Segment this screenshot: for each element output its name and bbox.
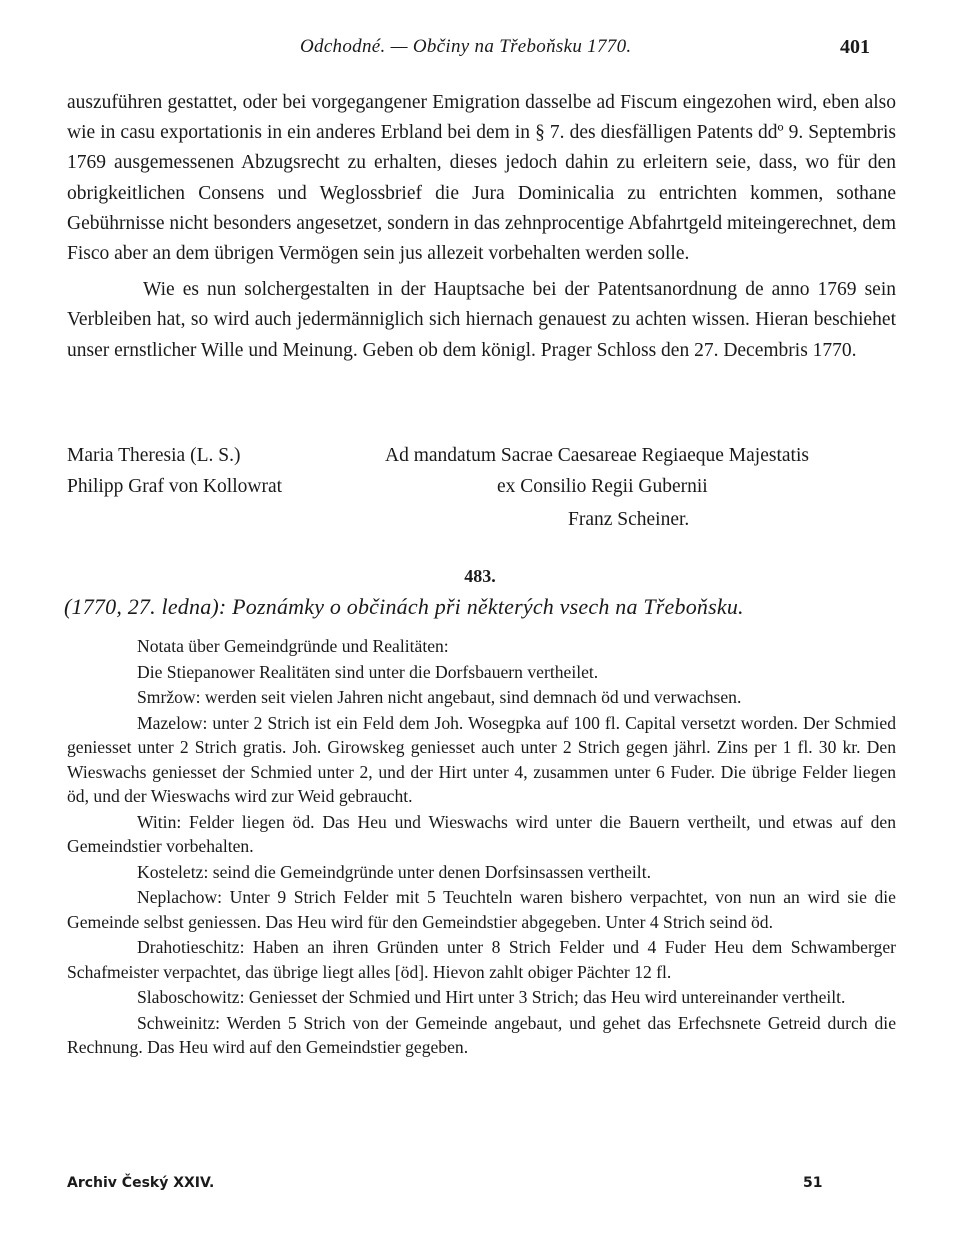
note-paragraph: Die Stiepanower Realitäten sind unter die Dorfsbauern vertheilet. (137, 661, 599, 682)
page-number: 401 (840, 36, 870, 58)
signature-right (385, 441, 809, 536)
notes-section (67, 634, 896, 1061)
running-title: Odchodné. — Občiny na Třeboňsku 1770. (300, 36, 632, 57)
page-footer (0, 1175, 960, 1199)
note-paragraph: Mazelow: unter 2 Strich ist ein Feld dem Joh. Wosegpka auf 100 fl. Capital versetzt worden. Der Schmied geniesset unter 2 Strich gratis. Joh. Girowskeg geniesset auch unter 2 Strich gegen jährl. Zins per 1 fl. 30 kr. Den Wieswachs geniesset der Schmied unter 2, und der Hirt unter 4, zusammen unter 6 Fuder. Die übrige Felder liegen öd, und der Wieswachs wird zur Weid gebraucht. (67, 713, 896, 806)
document-number: 483. (464, 566, 496, 586)
note-paragraph: Neplachow: Unter 9 Strich Felder mit 5 Teuchteln waren bishero verpachtet, von nun an wird sie die Gemeinde selbst geniessen. Das Heu wird für den Gemeindstier abgegeben. Unter 4 Strich seind öd. (67, 887, 896, 932)
signature-scheiner: Franz Scheiner. (568, 509, 690, 530)
page-header (0, 36, 960, 66)
signature-left (67, 441, 282, 502)
footer-signature-mark: 51 (803, 1175, 823, 1191)
note-paragraph: Smržow: werden seit vielen Jahren nicht angebaut, sind demnach öd und verwachsen. (137, 687, 742, 708)
signature-consilio: ex Consilio Regii Gubernii (497, 475, 708, 497)
signature-block (67, 441, 896, 541)
signature-kollowrat: Philipp Graf von Kollowrat (67, 475, 283, 497)
document-heading: (1770, 27. ledna): Poznámky o občinách při některých vsech na Třeboňsku. (64, 594, 744, 619)
note-paragraph: Witin: Felder liegen öd. Das Heu und Wieswachs wird unter die Bauern vertheilt, und etwas auf den Gemeindstier vorbehalten. (67, 811, 896, 856)
note-paragraph: Schweinitz: Werden 5 Strich von der Gemeinde angebaut, und gehet das Erfechsnete Getreid durch die Rechnung. Das Heu wird auf den Gemeindstier gegeben. (67, 1012, 896, 1058)
signature-maria-theresia: Maria Theresia (L. S.) (67, 445, 241, 466)
note-paragraph: Notata über Gemeindgründe und Realitäten: (137, 636, 449, 656)
body-text (67, 88, 896, 366)
note-paragraph: Slaboschowitz: Geniesset der Schmied und Hirt unter 3 Strich; das Heu wird untereinander vertheilt. (137, 987, 846, 1008)
paragraph: Wie es nun solchergestalten in der Hauptsache bei der Patentsanordnung de anno 1769 sein Verbleiben hat, so wird auch jedermänniglich sich hiernach genauest zu achten wissen. Hieran beschiehet unser ernstlicher Wille und Meinung. Geben ob dem königl. Prager Schloss den 27. Decembris 1770. (67, 279, 896, 361)
signature-mandatum: Ad mandatum Sacrae Caesareae Regiaeque Majestatis (385, 445, 809, 466)
paragraph: auszuführen gestattet, oder bei vorgegangener Emigration dasselbe ad Fiscum eingezohen wird, eben also wie in casu exportationis in ein anderes Erbland bei dem in § 7. des diesfälligen Patents ddº 9. Septembris 1769 ausgemessenen Abzugsrecht zu erhalten, dieses jedoch dahin zu erleitern seie, dass, wo für den obrigkeitlichen Consens und Weglossbrief die Jura Dominicalia zu entrichten kommen, sothane Gebührnisse nicht besonders angesetzet, sondern in das zehnprocentige Abfahrtgeld miteingerechnet, dem Fisco aber an dem übrigen Vermögen sein jus allezeit vorbehalten werden solle. (67, 92, 896, 265)
note-paragraph: Kosteletz: seind die Gemeindgründe unter denen Dorfsinsassen vertheilt. (137, 861, 651, 882)
footer-series: Archiv Český XXIV. (67, 1175, 215, 1191)
note-paragraph: Drahotieschitz: Haben an ihren Gründen unter 8 Strich Felder und 4 Fuder Heu dem Schwamberger Schafmeister verpachtet, das übrige liegt alles [öd]. Hievon zahlt obiger Pächter 12 fl. (67, 937, 896, 982)
